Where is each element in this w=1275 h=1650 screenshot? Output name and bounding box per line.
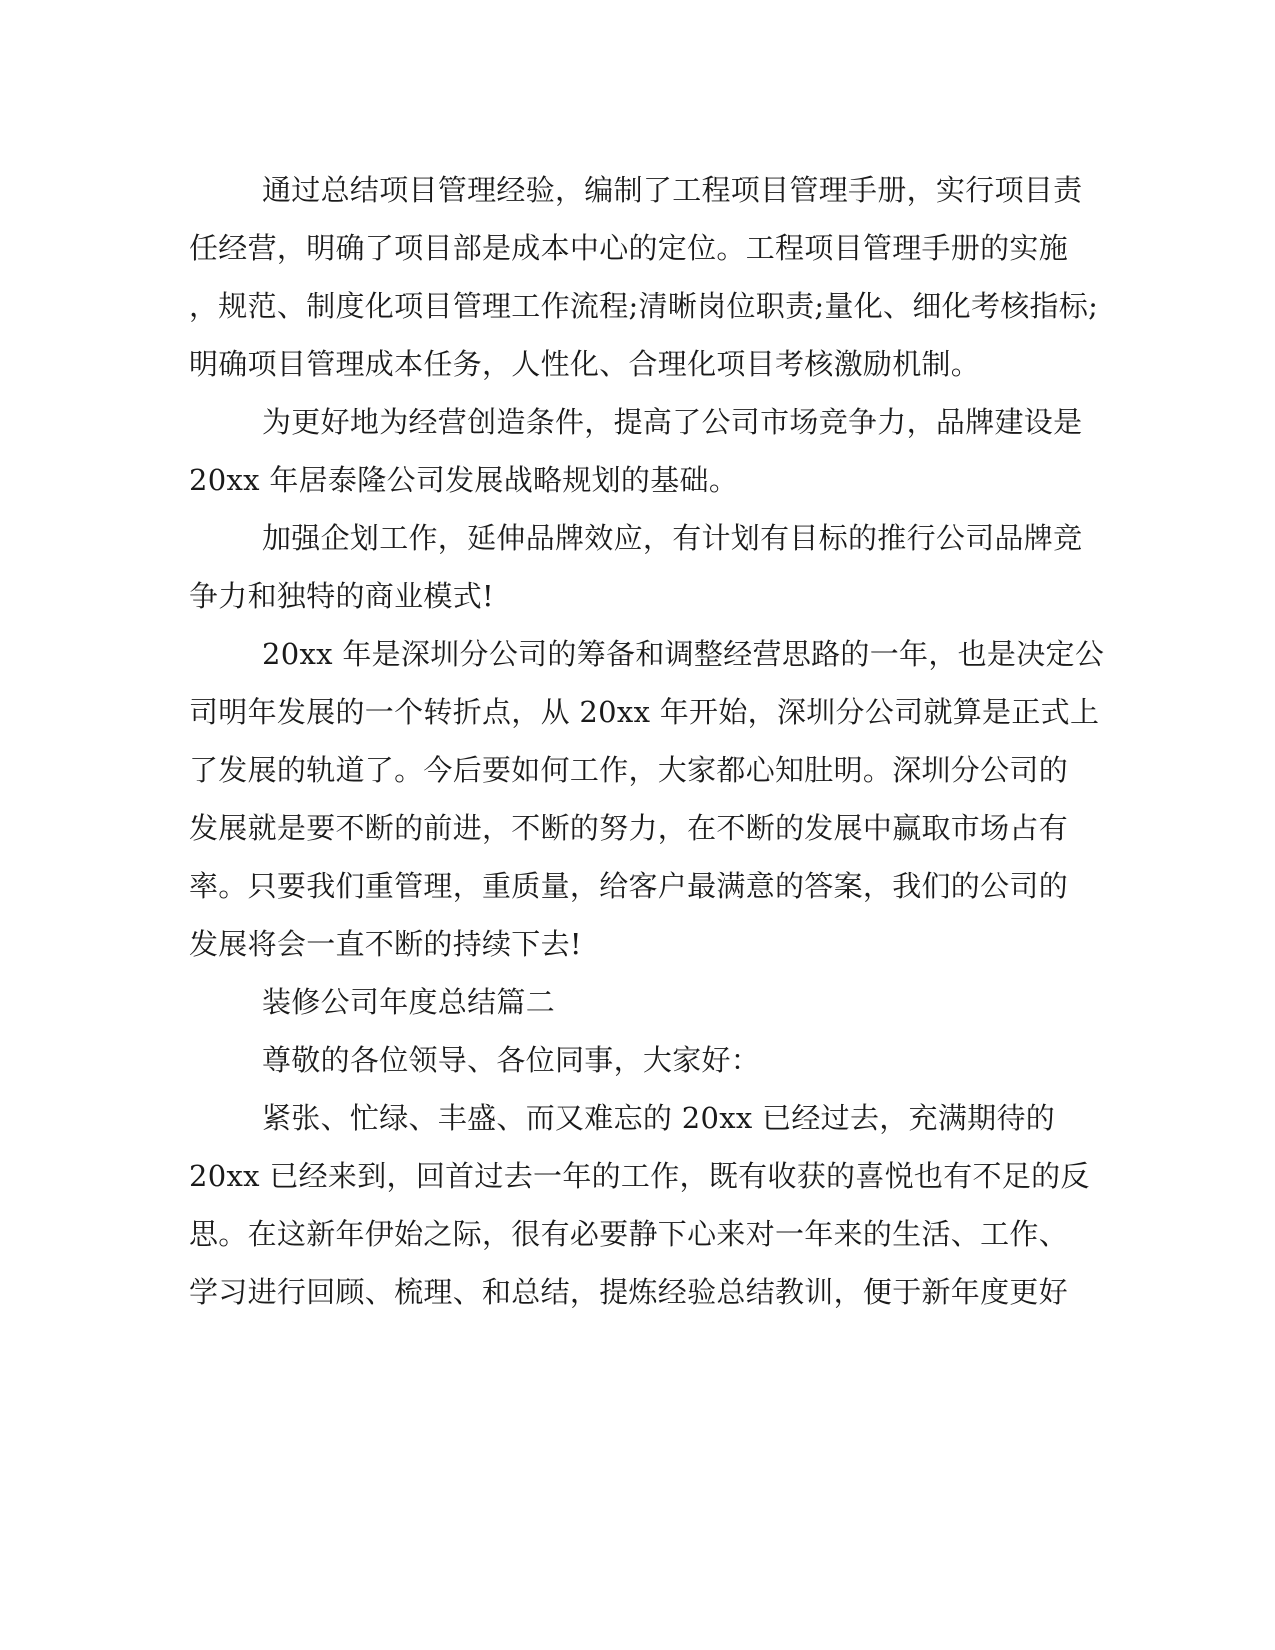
paragraph-4-line-5: 率。只要我们重管理，重质量，给客户最满意的答案，我们的公司的	[189, 869, 1069, 903]
paragraph-1-line-4: 明确项目管理成本任务，人性化、合理化项目考核激励机制。	[189, 347, 981, 381]
paragraph-3-line-1: 加强企划工作，延伸品牌效应，有计划有目标的推行公司品牌竞	[262, 521, 1083, 555]
paragraph-1-line-2: 任经营，明确了项目部是成本中心的定位。工程项目管理手册的实施	[189, 231, 1069, 265]
paragraph-4-line-4: 发展就是要不断的前进，不断的努力，在不断的发展中赢取市场占有	[189, 811, 1069, 845]
paragraph-5-line-3: 思。在这新年伊始之际，很有必要静下心来对一年来的生活、工作、	[189, 1217, 1069, 1251]
salutation: 尊敬的各位领导、各位同事，大家好：	[262, 1043, 761, 1077]
paragraph-4-line-3: 了发展的轨道了。今后要如何工作，大家都心知肚明。深圳分公司的	[189, 753, 1069, 787]
paragraph-2-line-1: 为更好地为经营创造条件，提高了公司市场竞争力，品牌建设是	[262, 405, 1083, 439]
paragraph-5-line-2: 20xx 已经来到，回首过去一年的工作，既有收获的喜悦也有不足的反	[189, 1159, 1090, 1193]
paragraph-4-line-6: 发展将会一直不断的持续下去!	[189, 927, 582, 961]
paragraph-4-line-2: 司明年发展的一个转折点，从 20xx 年开始，深圳分公司就算是正式上	[189, 695, 1100, 729]
paragraph-2-line-2: 20xx 年居泰隆公司发展战略规划的基础。	[189, 463, 739, 497]
paragraph-3-line-2: 争力和独特的商业模式!	[189, 579, 494, 613]
section-heading: 装修公司年度总结篇二	[262, 985, 556, 1019]
paragraph-5-line-4: 学习进行回顾、梳理、和总结，提炼经验总结教训，便于新年度更好	[189, 1275, 1069, 1309]
paragraph-4-line-1: 20xx 年是深圳分公司的筹备和调整经营思路的一年，也是决定公	[262, 637, 1105, 671]
paragraph-1-line-1: 通过总结项目管理经验，编制了工程项目管理手册，实行项目责	[262, 173, 1083, 207]
paragraph-1-line-3: ，规范、制度化项目管理工作流程;清晰岗位职责;量化、细化考核指标;	[189, 289, 1099, 323]
paragraph-5-line-1: 紧张、忙绿、丰盛、而又难忘的 20xx 已经过去，充满期待的	[262, 1101, 1056, 1135]
